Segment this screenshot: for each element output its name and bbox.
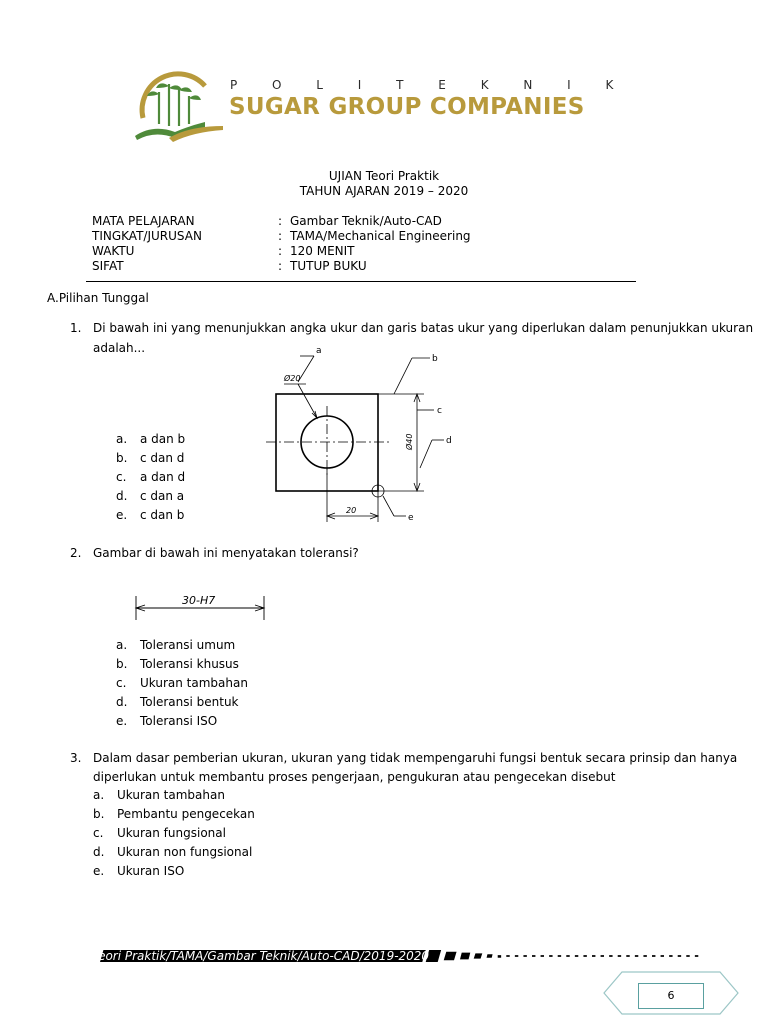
option-text: c dan b bbox=[140, 508, 185, 522]
option-label: e. bbox=[93, 864, 105, 878]
question-number: 3. bbox=[70, 751, 82, 765]
dimension-label: 30-H7 bbox=[182, 594, 216, 607]
option[interactable] bbox=[116, 638, 235, 652]
question-text: diperlukan untuk membantu proses pengerjaan, pengukuran atau pengecekan disebut bbox=[93, 770, 616, 784]
question-text: Gambar di bawah ini menyatakan toleransi? bbox=[93, 546, 359, 560]
academic-year: TAHUN AJARAN 2019 – 2020 bbox=[299, 184, 469, 198]
callout-d: d bbox=[446, 436, 452, 446]
info-label: SIFAT bbox=[92, 259, 124, 273]
info-value: TUTUP BUKU bbox=[290, 259, 367, 273]
option[interactable] bbox=[93, 807, 255, 821]
option[interactable] bbox=[116, 676, 248, 690]
info-sep: : bbox=[278, 259, 283, 273]
option-label: a. bbox=[116, 638, 128, 652]
option-text: Ukuran tambahan bbox=[117, 788, 225, 802]
info-sep: : bbox=[278, 214, 283, 228]
info-value: Gambar Teknik/Auto-CAD bbox=[290, 214, 442, 228]
dimension-phi40: Ø40 bbox=[405, 433, 414, 450]
option-text: Ukuran non fungsional bbox=[117, 845, 253, 859]
question-text: Di bawah ini yang menunjukkan angka ukur dan garis batas ukur yang diperlukan dalam penunjukkan ukuran bbox=[93, 321, 754, 335]
callout-e: e bbox=[408, 513, 414, 523]
dimension-20: 20 bbox=[346, 506, 357, 515]
option-label: a. bbox=[116, 432, 128, 446]
info-sep: : bbox=[278, 244, 283, 258]
option-label: e. bbox=[116, 714, 128, 728]
option[interactable] bbox=[116, 451, 184, 465]
technical-drawing bbox=[262, 340, 462, 526]
option-label: d. bbox=[116, 489, 128, 503]
callout-b: b bbox=[432, 354, 438, 364]
option-text: c dan a bbox=[140, 489, 185, 503]
option-text: Ukuran ISO bbox=[117, 864, 185, 878]
option-text: c dan d bbox=[140, 451, 185, 465]
info-label: TINGKAT/JURUSAN bbox=[92, 229, 202, 243]
question-number: 2. bbox=[70, 546, 82, 560]
option-text: a dan d bbox=[140, 470, 186, 484]
option-label: d. bbox=[116, 695, 128, 709]
option[interactable] bbox=[93, 826, 226, 840]
option-text: Toleransi khusus bbox=[140, 657, 239, 671]
info-value: 120 MENIT bbox=[290, 244, 355, 258]
logo-title: SUGAR GROUP COMPANIES bbox=[229, 94, 585, 120]
callout-c: c bbox=[437, 406, 442, 416]
option[interactable] bbox=[116, 695, 239, 709]
question-text: adalah... bbox=[93, 341, 146, 355]
question-text: Dalam dasar pemberian ukuran, ukuran yang tidak mempengaruhi fungsi bentuk secara prinsip dan hanya bbox=[93, 751, 738, 765]
option[interactable] bbox=[93, 845, 252, 859]
option-label: b. bbox=[116, 657, 128, 671]
option-label: a. bbox=[93, 788, 105, 802]
option[interactable] bbox=[93, 864, 184, 878]
info-label: MATA PELAJARAN bbox=[92, 214, 195, 228]
option[interactable] bbox=[116, 489, 184, 503]
logo-emblem bbox=[133, 66, 233, 152]
option-text: Ukuran fungsional bbox=[117, 826, 226, 840]
option[interactable] bbox=[116, 508, 184, 522]
callout-a: a bbox=[316, 346, 322, 356]
logo-subtitle: P O L I T E K N I K bbox=[230, 78, 629, 92]
question-number: 1. bbox=[70, 321, 82, 335]
option-label: b. bbox=[116, 451, 128, 465]
option-text: Toleransi ISO bbox=[140, 714, 218, 728]
page-number: 6 bbox=[638, 983, 704, 1009]
tolerance-drawing bbox=[130, 590, 270, 622]
divider bbox=[86, 281, 636, 282]
option-label: e. bbox=[116, 508, 128, 522]
option-label: d. bbox=[93, 845, 105, 859]
option[interactable] bbox=[93, 788, 225, 802]
option-text: Pembantu pengecekan bbox=[117, 807, 255, 821]
info-label: WAKTU bbox=[92, 244, 135, 258]
option[interactable] bbox=[116, 714, 217, 728]
section-title: A.Pilihan Tunggal bbox=[47, 291, 149, 305]
option-text: Toleransi bentuk bbox=[140, 695, 239, 709]
option[interactable] bbox=[116, 432, 185, 446]
dimension-phi20: Ø20 bbox=[284, 374, 301, 383]
option[interactable] bbox=[116, 657, 239, 671]
option-text: Toleransi umum bbox=[140, 638, 236, 652]
option-text: Ukuran tambahan bbox=[140, 676, 248, 690]
option-text: a dan b bbox=[140, 432, 186, 446]
option-label: c. bbox=[93, 826, 104, 840]
option-label: c. bbox=[116, 676, 127, 690]
exam-title: UJIAN Teori Praktik bbox=[328, 169, 440, 183]
footer-text: Ujian Teori Praktik/TAMA/Gambar Teknik/Auto-CAD/2019-2020 bbox=[58, 949, 430, 963]
info-value: TAMA/Mechanical Engineering bbox=[290, 229, 471, 243]
option[interactable] bbox=[116, 470, 185, 484]
option-label: b. bbox=[93, 807, 105, 821]
option-label: c. bbox=[116, 470, 127, 484]
info-sep: : bbox=[278, 229, 283, 243]
